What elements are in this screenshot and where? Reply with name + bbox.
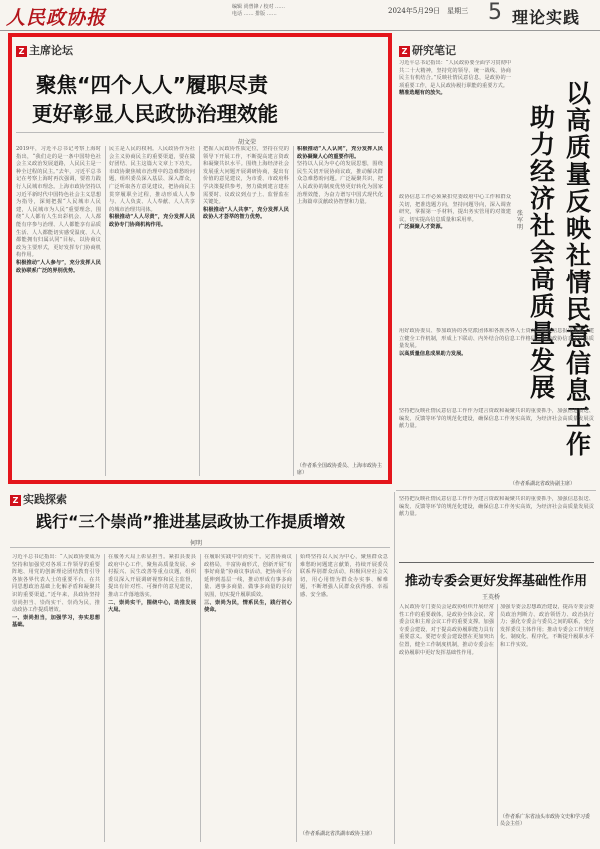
column-2-text: 政协信息工作必须紧扣党委政府中心工作和群众关切，把准选题方向，坚持问题导向，深入调查研究，掌握第一手材料，提出务实管用的对策建议，切实提高信息质量和采用率。 — [399, 194, 511, 223]
column-2-subhead: 广泛凝聚人才资源。 — [399, 224, 446, 231]
column-1-subhead: 一、崇尚担当，加强学习，夯实思想基础。 — [12, 614, 100, 629]
contact-line-2: 电话 …… 排版 …… — [232, 11, 277, 17]
column-tag-practice — [10, 491, 67, 507]
vertical-headline-1[interactable]: 以高质量反映社情民意信息工作 — [566, 79, 592, 459]
committee-headline[interactable]: 推动专委会更好发挥基础性作用 — [405, 574, 588, 589]
column-3-text: 在履职实践中崇尚实干。完善协商议政格局，丰富协商形式，创新开展“有事好商量”协商议事活动，把协商平台延伸到基层一线，推动形成有事多商量、遇事多商量、做事多商量的良好氛围，切实提升履职质效。 — [204, 554, 292, 598]
column-4-subhead: 积极推动“人人认同”，充分发挥人民政协凝聚人心的重要作用。 — [297, 146, 383, 160]
divider — [10, 547, 390, 548]
article-author: 王英桥 — [482, 594, 501, 601]
z-tag-icon: Z — [16, 46, 27, 57]
intro-text: 习近平总书记指出：“人民政协要全面学习贯彻中共二十大精神，坚持党的领导、统一战线、协商民主有机结合。”反映社情民意信息，是政协的一项重要工作，是人民政协履行职能的重要方式。 — [399, 60, 511, 89]
column-1-text: 2019年，习近平总书记考察上海时指出，“我们走的是一条中国特色社会主义政治发展道路，人民民主是一种全过程的民主。”去年，习近平总书记在考察上海时再次强调，要着力践行人民城市理念。上海市政协坚持以习近平新时代中国特色社会主义思想为指导，深刻把握“人民城市人民建，人民城市为人民”重要理念，围绕“人人都有人生出彩机会、人人都能有序参与治理、人人都能享有品质生活、人人都能切实感受温度、人人都能拥有归属认同”目标，以协商议政为主要形式，更好发挥专门协商机构作用。 — [16, 146, 101, 259]
column-rule — [199, 146, 200, 476]
article-column-4 — [300, 554, 388, 824]
article-column-2 — [500, 604, 594, 809]
column-2-subhead: 二、崇尚实干，围绕中心，助推发展大局。 — [108, 599, 196, 614]
article-author: 胡文荣 — [238, 139, 257, 146]
author-affiliation: （作者系全国政协委员、上海市政协主席） — [297, 463, 383, 476]
article-column-1 — [12, 554, 100, 844]
article-column-2 — [109, 146, 195, 478]
article-column-2 — [108, 554, 196, 844]
article-column-3 — [399, 328, 594, 404]
contact-line-1: 编辑 尚曾锋 / 校对 …… — [232, 4, 286, 10]
column-tag-label: 实践探索 — [23, 493, 67, 506]
column-rule — [104, 554, 105, 842]
article-column-4 — [399, 408, 594, 478]
vertical-headline-2[interactable]: 助力经济社会高质量发展 — [530, 103, 556, 402]
masthead — [0, 0, 600, 30]
section-title: 理论实践 — [512, 8, 581, 27]
z-tag-icon: Z — [10, 495, 21, 506]
masthead-rule — [0, 30, 600, 31]
headline-line-2[interactable]: 更好彰显人民政协治理效能 — [32, 102, 278, 126]
article-column-3 — [203, 146, 289, 478]
author-affiliation: （作者系湖北省洪湖市政协主席） — [300, 831, 376, 837]
article-column-4 — [297, 146, 383, 456]
column-3-subhead: 三、崇尚为民，情系民生，践行初心使命。 — [204, 599, 292, 614]
column-2-text: 在服务大局上彰显担当。紧扣县委县政府中心工作，聚焦高质量发展、乡村振兴、民生改善等重点议题，组织委员深入开展调研视察和民主监督，提出有针对性、可操作的意见建议，推动工作落地落实。 — [108, 554, 196, 598]
contact-info — [232, 4, 285, 18]
column-1-text: 人民政协专门委员会是政协组织开展经常性工作的重要载体，是政协全体会议、常委会议和主席会议工作的重要支撑。加强专委会建设，对于提高政协履职能力具有重要意义。要把专委会建设摆在更加突出位置，健全工作制度机制，推动专委会在政协履职中更好发挥基础性作用。 — [399, 604, 494, 656]
article-intro — [399, 60, 511, 190]
column-1-text: 习近平总书记指出：“人民政协要成为坚持和加强党对各项工作领导的重要阵地、用党的创新理论团结教育引导各族各界代表人士的重要平台、在共同思想政治基础上化解矛盾和凝聚共识的重要渠道。”近年来，县政协坚持崇尚担当、崇尚实干、崇尚为民，推动政协工作提质增效。 — [12, 554, 100, 614]
article-column-2 — [399, 194, 511, 324]
column-3-text: 把握人民政协性质定位，坚持在党的领导下开展工作，不断提高建言资政和凝聚共识水平。围绕上海经济社会发展重大问题开展调研协商，提出有价值的意见建议，为市委、市政府科学决策提供参考，努力做到建言建在需要时、议政议到点子上、监督监在关键处。 — [203, 146, 289, 206]
author-affiliation: （作者系湖北省政协副主席） — [510, 481, 576, 487]
author-affiliation: （作者系广东省汕头市政协文史和学习委员会主任） — [500, 814, 591, 827]
column-tag-label: 研究笔记 — [412, 44, 456, 57]
z-tag-icon: Z — [399, 46, 410, 57]
column-tag-label: 主席论坛 — [29, 44, 73, 57]
column-rule — [105, 146, 106, 476]
page-number: 5 — [488, 0, 502, 25]
article-column-3 — [204, 554, 292, 844]
issue-date: 2024年5月29日 星期三 — [388, 7, 469, 15]
section-divider — [396, 490, 596, 491]
article-column-1 — [399, 604, 494, 829]
column-tag-research-notes — [399, 42, 456, 58]
column-4-text: 始终坚持以人民为中心，聚焦群众急难愁盼问题建言献策，持续开展委员联系界别群众活动，积极回应社会关切，用心用情为群众办实事、解难题，不断增强人民群众获得感、幸福感、安全感。 — [300, 554, 388, 598]
newspaper-logo: 人民政协报 — [6, 7, 107, 29]
article-author: 何明 — [190, 540, 203, 547]
page-column-rule — [394, 492, 395, 844]
column-rule — [497, 604, 498, 826]
column-2-text: 加强专委会思想政治建设，提高专委会委员政治判断力、政治领悟力、政治执行力；强化专委会与委员之间的联系，充分发挥委员主体作用；推动专委会工作规范化、制度化、程序化，不断提升履职水平和工作实效。 — [500, 604, 594, 648]
headline-line-1[interactable]: 聚焦“四个人人”履职尽责 — [36, 73, 268, 97]
column-rule — [200, 554, 201, 842]
column-2-text: 民主是人民的权利。人民政协作为社会主义协商民主的重要渠道，要在做好团结、民主这篇大文章上下功夫。市政协聚焦城市治理中的急难愁盼问题，组织委员深入基层、深入群众，广泛听取各方意见建议，把协商民主贯穿履职全过程，推动形成人人参与、人人负责、人人奉献、人人共享的城市治理共同体。 — [109, 146, 195, 213]
divider — [16, 132, 384, 133]
column-1-subhead: 积极推动“人人参与”，充分发挥人民政协联系广泛的界别优势。 — [16, 259, 101, 274]
column-3-subhead: 积极推动“人人共享”，充分发挥人民政协人才荟萃的智力优势。 — [203, 206, 289, 221]
lead-text: 坚持把反映社情民意信息工作作为建言资政和凝聚共识的重要抓手，加强信息报送、编发、反馈等环节的规范化建设，确保信息工作务实高效，为经济社会高质量发展贡献力量。 — [399, 496, 594, 518]
intro-subhead: 精准选题有的放矢。 — [399, 90, 446, 97]
column-rule — [293, 146, 294, 476]
column-rule — [296, 554, 297, 842]
article-author: 张军明 — [517, 210, 524, 231]
column-3-text: 用好政协委员、参加政协的各党派团体和各族各界人士资源，畅通信息报送渠道，建立健全工作机制，形成上下联动、内外结合的信息工作格局，推动政协信息工作高质量发展。 — [399, 328, 594, 350]
divider — [399, 562, 594, 563]
column-3-subhead: 以高质量信息成果助力发展。 — [399, 350, 467, 357]
right-bottom-lead — [399, 496, 594, 556]
practice-headline[interactable]: 践行“三个崇尚”推进基层政协工作提质增效 — [36, 512, 346, 531]
column-4-text: 坚持把反映社情民意信息工作作为建言资政和凝聚共识的重要抓手，加强信息报送、编发、反馈等环节的规范化建设，确保信息工作务实高效，为经济社会高质量发展贡献力量。 — [399, 408, 594, 430]
column-tag-chairman-forum — [16, 42, 73, 58]
article-column-1 — [16, 146, 101, 478]
column-4-text: 坚持以人民为中心的发展思想，围绕民生关切开展协商议政，推动解决群众急难愁盼问题。广泛凝聚共识，把人民政协的制度优势更好转化为国家治理效能，为奋力谱写中国式现代化上海篇章贡献政协智慧和力量。 — [297, 161, 383, 206]
column-2-subhead: 积极推动“人人尽责”，充分发挥人民政协专门协商机构作用。 — [109, 214, 195, 228]
